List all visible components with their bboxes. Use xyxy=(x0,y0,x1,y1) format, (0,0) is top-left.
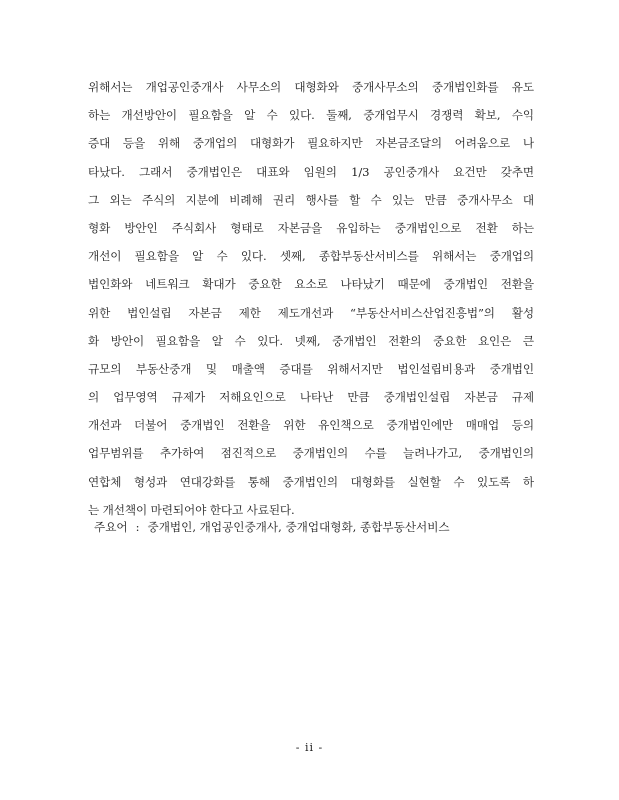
body-line: 위한 법인설립 자본금 제한 제도개선과 “부동산서비스산업진흥법”의 활성 xyxy=(88,305,534,320)
body-line: 화 방안이 필요함을 알 수 있다. 넷째, 중개법인 전환의 중요한 요인은 큰 xyxy=(88,333,534,348)
keywords-terms: 중개법인, 개업공인중개사, 중개업대형화, 종합부동산서비스 xyxy=(147,520,450,534)
body-line: 증대 등을 위해 중개업의 대형화가 필요하지만 자본금조달의 어려움으로 나 xyxy=(88,136,534,151)
body-line: 위해서는 개업공인중개사 사무소의 대형화와 중개사무소의 중개법인화를 유도 xyxy=(88,80,534,94)
keywords-line xyxy=(88,513,534,541)
body-line: 하는 개선방안이 필요함을 알 수 있다. 둘째, 중개업무시 경쟁력 확보, 수익 xyxy=(88,108,534,123)
body-line: 의 업무영역 규제가 저해요인으로 나타난 만큼 중개법인설립 자본금 규제 xyxy=(88,390,534,405)
body-line: 개선과 더불어 중개법인 전환을 위한 유인책으로 중개법인에만 매매업 등의 xyxy=(88,418,534,433)
body-line: 타났다. 그래서 중개법인은 대표와 임원의 1/3 공인중개사 요건만 갖추면 xyxy=(88,164,534,179)
keywords-separator: : xyxy=(135,520,140,534)
keywords-label: 주요어 xyxy=(94,520,128,534)
page-number: - ii - xyxy=(295,741,324,754)
body-line: 업무범위를 추가하여 점진적으로 중개법인의 수를 늘려나가고, 중개법인의 xyxy=(88,446,534,461)
body-line: 법인화와 네트워크 확대가 중요한 요소로 나타났기 때문에 중개법인 전환을 xyxy=(88,277,534,292)
body-line: 개선이 필요함을 알 수 있다. 셋째, 종합부동산서비스를 위해서는 중개업의 xyxy=(88,249,534,264)
body-line: 연합체 형성과 연대강화를 통해 중개법인의 대형화를 실현할 수 있도록 하 xyxy=(88,474,534,489)
body-line: 규모의 부동산중개 및 매출액 증대를 위해서지만 법인설립비용과 중개법인 xyxy=(88,361,534,376)
body-line: 그 외는 주식의 지분에 비례해 권리 행사를 할 수 있는 만큼 중개사무소 대 xyxy=(88,192,534,207)
abstract-body xyxy=(88,73,534,524)
body-line: 형화 방안인 주식회사 형태로 자본금을 유입하는 중개법인으로 전환 하는 xyxy=(88,220,534,235)
body-line: 는 개선책이 마련되어야 한다고 사료된다. xyxy=(88,502,295,517)
